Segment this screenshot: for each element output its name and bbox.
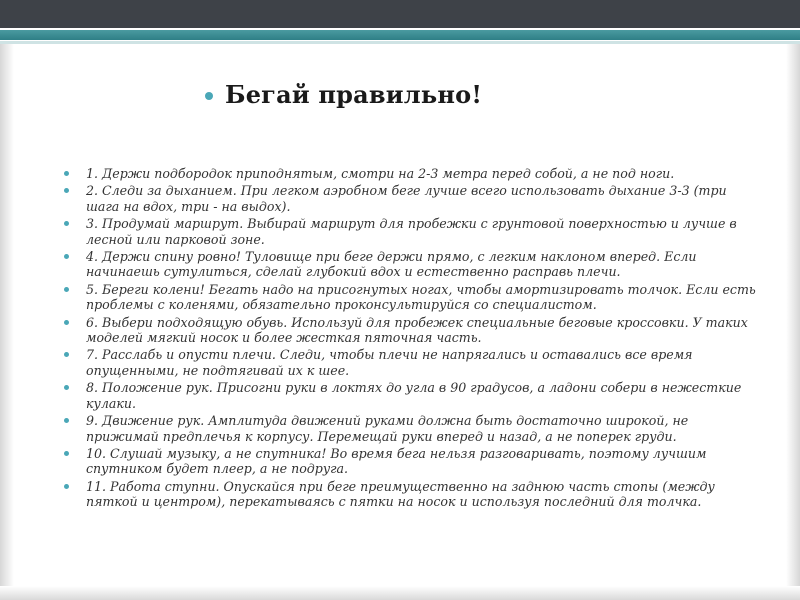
bullet-icon <box>64 320 69 325</box>
slide-title: Бегай правильно! <box>225 80 483 109</box>
bullet-icon <box>64 385 69 390</box>
list-item <box>62 446 762 477</box>
list-item-text: 1. Держи подбородок приподнятым, смотри на 2-3 метра перед собой, а не под ноги. <box>86 166 675 181</box>
list-item-text: 11. Работа ступни. Опускайся при беге преимущественно на заднюю часть стопы (между пяткой и центром), перекатываясь с пятки на носок и используя последний для толчка. <box>86 478 715 510</box>
list-item <box>62 347 762 378</box>
list-item <box>62 183 762 214</box>
bullet-icon <box>64 352 69 357</box>
header-teal-band <box>0 30 800 40</box>
list-item-text: 4. Держи спину ровно! Туловище при беге держи прямо, с легким наклоном вперед. Если начинаешь сутулиться, сделай глубокий вдох и естественно расправь плечи. <box>86 249 697 280</box>
list-item <box>62 315 762 346</box>
bullet-icon <box>64 451 69 456</box>
header-teal-stripe <box>0 41 800 44</box>
bullet-icon <box>64 484 69 489</box>
list-item-text: 8. Положение рук. Присогни руки в локтях до угла в 90 градусов, а ладони собери в нежесткие кулаки. <box>86 380 742 411</box>
list-item <box>62 166 762 181</box>
bullet-icon <box>64 418 69 423</box>
title-bullet-icon <box>205 92 213 100</box>
list-item-text: 7. Расслабь и опусти плечи. Следи, чтобы плечи не напрягались и оставались все время опущенными, не подтягивай их к шее. <box>86 347 693 378</box>
list-item <box>62 216 762 247</box>
bullet-icon <box>64 221 69 226</box>
bullet-icon <box>64 188 69 193</box>
list-item <box>62 380 762 411</box>
tips-list <box>62 166 762 512</box>
list-item <box>62 249 762 280</box>
slide-title-row <box>205 80 482 109</box>
list-item-text: 5. Береги колени! Бегать надо на присогнутых ногах, чтобы амортизировать толчок. Если есть проблемы с коленями, обязательно проконсультируйся со специалистом. <box>86 281 756 313</box>
list-item <box>62 413 762 444</box>
list-item <box>62 282 762 313</box>
list-item-text: 2. Следи за дыханием. При легком аэробном беге лучше всего использовать дыхание 3-3 (три шага на вдох, три - на выдох). <box>86 183 727 214</box>
slide-bottom-shadow <box>0 586 800 600</box>
list-item-text: 10. Слушай музыку, а не спутника! Во время бега нельзя разговаривать, поэтому лучшим спутником будет плеер, а не подруга. <box>86 445 707 477</box>
list-item-text: 3. Продумай маршрут. Выбирай маршрут для пробежки с грунтовой поверхностью и лучше в лесной или парковой зоне. <box>86 216 737 247</box>
list-item <box>62 479 762 510</box>
bullet-icon <box>64 171 69 176</box>
bullet-icon <box>64 287 69 292</box>
slide-left-shadow <box>0 44 14 600</box>
list-item-text: 6. Выбери подходящую обувь. Используй для пробежек специальные беговые кроссовки. У таких моделей мягкий носок и более жесткая пяточная часть. <box>86 314 748 346</box>
slide-right-shadow <box>786 44 800 600</box>
header-dark-band <box>0 0 800 28</box>
list-item-text: 9. Движение рук. Амплитуда движений руками должна быть достаточно широкой, не прижимай предплечья к корпусу. Перемещай руки вперед и назад, а не поперек груди. <box>86 413 689 444</box>
bullet-icon <box>64 254 69 259</box>
